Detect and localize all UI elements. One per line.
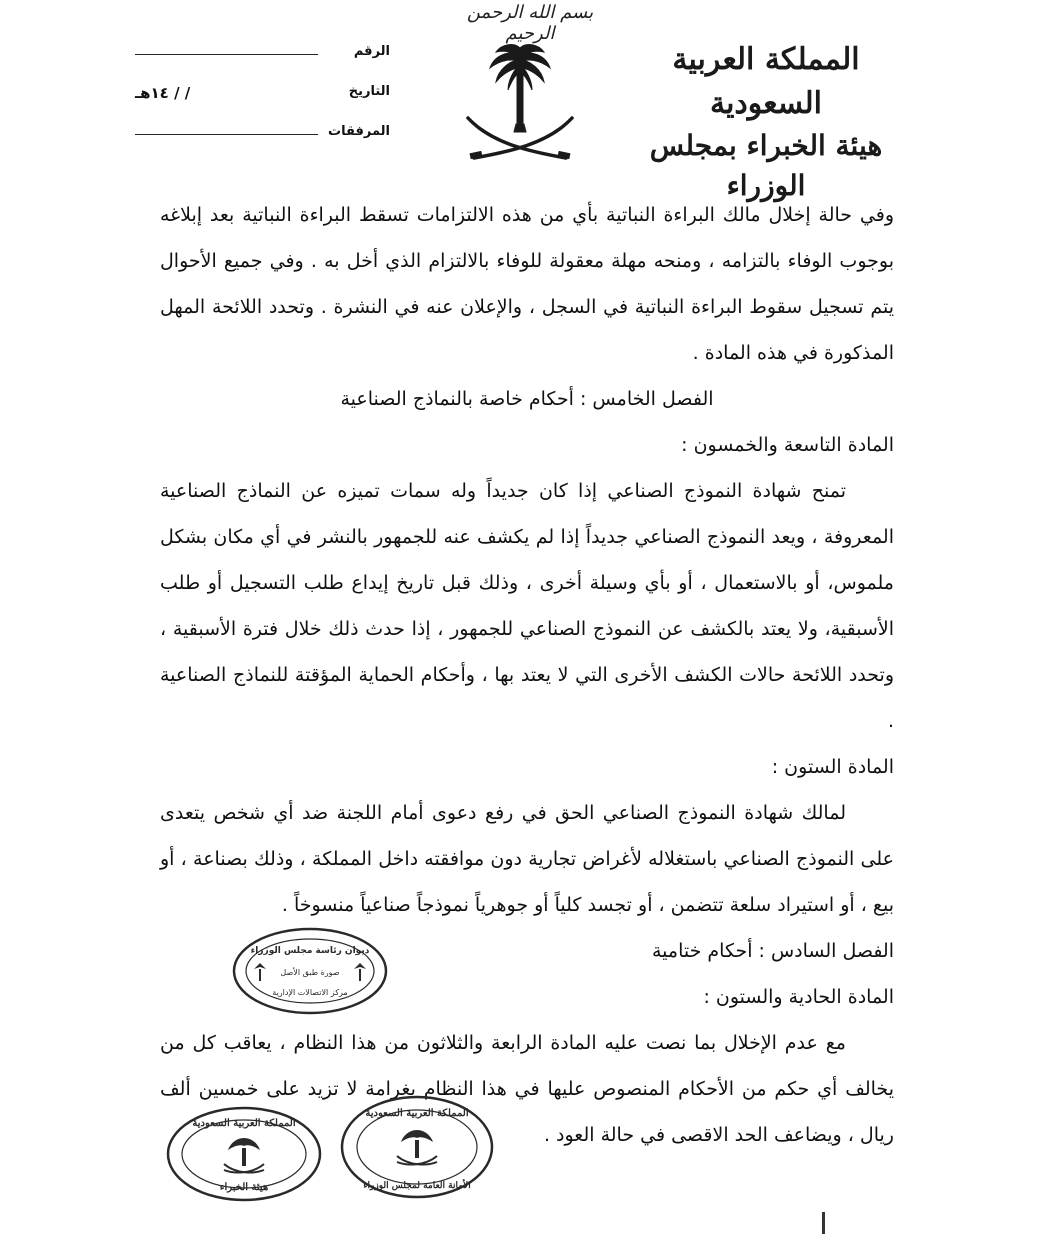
- authority-name: هيئة الخبراء بمجلس الوزراء: [649, 129, 883, 202]
- paragraph: وفي حالة إخلال مالك البراءة النباتية بأي من هذه الالتزامات تسقط البراءة النباتية بعد إبلاغه بوجوب الوفاء بالتزامه ، ومنحه مهلة معقولة للوفاء بالالتزام الذي أخل به . وفي جميع الأحوال يتم تسجيل سقوط البراءة النباتية في السجل ، والإعلان عنه في النشرة . وتحدد اللائحة المهل المذكورة في هذه المادة .: [160, 204, 894, 364]
- ministry-name: المملكة العربية السعودية: [672, 42, 860, 121]
- ref-label: الرقم: [353, 44, 390, 59]
- attachments-line: [135, 134, 318, 135]
- stamp-text: هيئة الخبراء: [219, 1182, 269, 1193]
- certified-copy-stamp: [230, 925, 390, 1017]
- reference-block: [135, 40, 390, 160]
- article-title: المادة التاسعة والخمسون :: [681, 434, 894, 456]
- chapter-heading: الفصل السادس : أحكام ختامية: [652, 940, 894, 962]
- authority-stamp: [164, 1104, 324, 1204]
- stamp-text: مركز الاتصالات الإدارية: [272, 988, 348, 997]
- paragraph: لمالك شهادة النموذج الصناعي الحق في رفع دعوى أمام اللجنة ضد أي شخص يتعدى على النموذج الصناعي باستغلاله لأغراض تجارية دون موافقته داخل المملكة ، وذلك بصناعة ، أو بيع ، أو استيراد سلعة تتضمن ، أو تجسد كلياً أو جوهرياً نموذجاً صناعياً منسوخاً .: [160, 802, 894, 916]
- article-title: المادة الستون :: [771, 756, 894, 778]
- attachments-label: المرفقات: [328, 124, 390, 139]
- attachments-row: [135, 120, 390, 160]
- basmala: بسم الله الرحمن الرحيم: [466, 2, 594, 44]
- stamp-text: المملكة العربية السعودية: [365, 1108, 469, 1119]
- date-value: / / ١٤هـ: [135, 84, 191, 102]
- paragraph: تمنح شهادة النموذج الصناعي إذا كان جديداً وله سمات تميزه عن النماذج الصناعية المعروفة ، ويعد النموذج الصناعي جديداً إذا لم يكشف عنه للجمهور بالنشر في أي مكان بشكل ملموس، أو بالاستعمال ، أو بأي وسيلة أخرى ، وذلك قبل تاريخ إيداع طلب التسجيل أو طلب الأسبقية، ولا يعتد بالكشف عن النموذج الصناعي للجمهور ، إذا حدث ذلك خلال فترة الأسبقية ، وتحدد اللائحة حالات الكشف الأخرى التي لا يعتد بها ، وأحكام الحماية المؤقتة للنماذج الصناعية .: [160, 480, 894, 732]
- stamp-text: صورة طبق الأصل: [280, 968, 340, 977]
- stamp-text: الأمانة العامة لمجلس الوزراء: [363, 1181, 471, 1191]
- saudi-emblem-icon: [462, 40, 578, 168]
- article-title: المادة الحادية والستون :: [703, 986, 894, 1008]
- chapter-heading: الفصل الخامس : أحكام خاصة بالنماذج الصناعية: [340, 388, 714, 410]
- date-label: التاريخ: [348, 84, 390, 99]
- paragraph: مع عدم الإخلال بما نصت عليه المادة الرابعة والثلاثون من هذا النظام ، يعاقب كل من يخالف أي حكم من الأحكام المنصوص عليها في هذا النظام بغرامة لا تزيد على خمسين ألف ريال ، ويضاعف الحد الاقصى في حالة العود .: [160, 1032, 894, 1146]
- ref-line: [135, 54, 318, 55]
- page-edge-mark: [822, 1212, 825, 1234]
- stamp-text: المملكة العربية السعودية: [192, 1118, 296, 1129]
- council-stamp: [338, 1092, 496, 1202]
- stamp-text: ديوان رئاسة مجلس الوزراء: [250, 946, 370, 956]
- date-row: [135, 80, 390, 120]
- ref-row: [135, 40, 390, 80]
- ministry-header: [616, 38, 916, 206]
